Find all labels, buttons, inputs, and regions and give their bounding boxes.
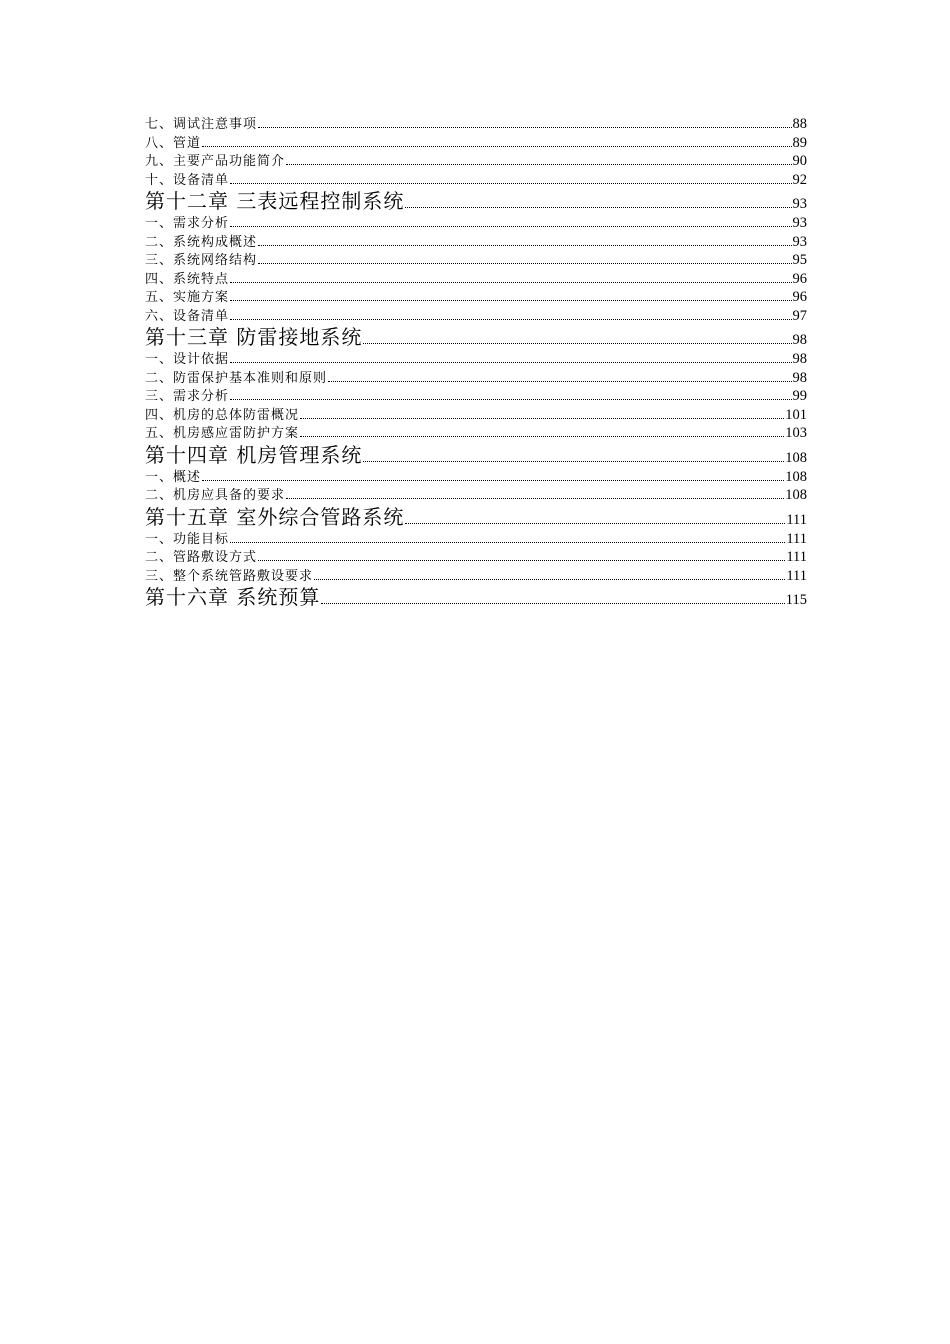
toc-dot-leader <box>300 436 784 437</box>
toc-page-number: 115 <box>785 592 807 608</box>
toc-chapter-entry[interactable] <box>145 325 807 350</box>
toc-section-entry[interactable] <box>145 406 807 425</box>
toc-dot-leader <box>405 207 791 208</box>
toc-entry-title: 三、整个系统管路敷设要求 <box>145 568 314 584</box>
toc-entry-title: 一、概述 <box>145 469 202 485</box>
toc-entry-title: 四、系统特点 <box>145 271 230 287</box>
toc-dot-leader <box>258 263 791 264</box>
toc-page-number: 111 <box>786 567 807 584</box>
toc-page-number: 98 <box>792 369 807 386</box>
toc-entry-title: 五、实施方案 <box>145 290 230 305</box>
toc-dot-leader <box>230 282 791 283</box>
toc-chapter-entry[interactable] <box>145 505 807 530</box>
toc-page-number: 103 <box>785 425 807 441</box>
toc-section-entry[interactable] <box>145 486 807 505</box>
toc-page-number: 98 <box>792 332 807 348</box>
toc-section-entry[interactable] <box>145 548 807 567</box>
toc-page-number: 93 <box>792 215 807 231</box>
toc-entry-title: 一、设计依据 <box>145 352 230 367</box>
toc-section-entry[interactable] <box>145 530 807 549</box>
toc-section-entry[interactable] <box>145 567 807 586</box>
toc-dot-leader <box>300 418 784 419</box>
toc-entry-title: 三、需求分析 <box>145 389 230 404</box>
toc-page-number: 92 <box>792 171 807 188</box>
toc-entry-title: 八、管道 <box>145 135 202 151</box>
table-of-contents <box>145 115 807 610</box>
toc-entry-title: 五、机房感应雷防护方案 <box>145 426 300 441</box>
toc-section-entry[interactable] <box>145 251 807 270</box>
toc-entry-title: 二、机房应具备的要求 <box>145 488 286 503</box>
toc-page-number: 97 <box>792 307 807 324</box>
toc-chapter-entry[interactable] <box>145 585 807 610</box>
toc-dot-leader <box>230 300 791 301</box>
toc-page-number: 93 <box>792 233 807 250</box>
toc-section-entry[interactable] <box>145 270 807 289</box>
toc-entry-title: 第十五章 室外综合管路系统 <box>145 504 405 529</box>
toc-dot-leader <box>314 579 785 580</box>
toc-dot-leader <box>230 183 791 184</box>
toc-section-entry[interactable] <box>145 369 807 388</box>
toc-section-entry[interactable] <box>145 468 807 487</box>
toc-page-number: 96 <box>792 270 807 287</box>
toc-page-number: 95 <box>792 252 807 268</box>
toc-dot-leader <box>202 480 784 481</box>
toc-page-number: 111 <box>786 530 807 547</box>
toc-page-number: 108 <box>785 449 807 466</box>
toc-dot-leader <box>286 164 791 165</box>
toc-chapter-entry[interactable] <box>145 189 807 214</box>
toc-section-entry[interactable] <box>145 233 807 252</box>
toc-entry-title: 第十二章 三表远程控制系统 <box>145 189 405 213</box>
toc-dot-leader <box>230 319 791 320</box>
toc-entry-title: 一、功能目标 <box>145 531 230 547</box>
toc-section-entry[interactable] <box>145 171 807 190</box>
toc-page-number: 90 <box>792 153 807 169</box>
toc-dot-leader <box>363 343 791 344</box>
toc-section-entry[interactable] <box>145 424 807 443</box>
toc-entry-title: 第十三章 防雷接地系统 <box>145 325 363 349</box>
toc-dot-leader <box>405 523 785 524</box>
toc-page-number: 101 <box>785 406 807 423</box>
toc-section-entry[interactable] <box>145 288 807 307</box>
toc-entry-title: 七、调试注意事项 <box>145 117 258 132</box>
toc-section-entry[interactable] <box>145 214 807 233</box>
toc-entry-title: 四、机房的总体防雷概况 <box>145 407 300 423</box>
toc-dot-leader <box>230 399 791 400</box>
toc-entry-title: 二、防雷保护基本准则和原则 <box>145 370 328 386</box>
toc-page-number: 108 <box>785 487 807 503</box>
toc-dot-leader <box>321 603 784 604</box>
toc-dot-leader <box>202 146 791 147</box>
toc-page-number: 99 <box>792 388 807 404</box>
toc-dot-leader <box>328 381 791 382</box>
toc-section-entry[interactable] <box>145 115 807 134</box>
toc-page-number: 88 <box>792 116 807 132</box>
toc-section-entry[interactable] <box>145 350 807 369</box>
toc-section-entry[interactable] <box>145 152 807 171</box>
toc-page-number: 111 <box>786 511 807 528</box>
toc-entry-title: 九、主要产品功能简介 <box>145 154 286 169</box>
toc-entry-title: 第十六章 系统预算 <box>145 585 321 609</box>
toc-section-entry[interactable] <box>145 387 807 406</box>
toc-section-entry[interactable] <box>145 307 807 326</box>
toc-entry-title: 二、系统构成概述 <box>145 234 258 250</box>
toc-dot-leader <box>258 245 791 246</box>
toc-dot-leader <box>230 226 791 227</box>
toc-entry-title: 六、设备清单 <box>145 308 230 324</box>
toc-page-number: 96 <box>792 289 807 305</box>
toc-dot-leader <box>258 127 791 128</box>
toc-entry-title: 十、设备清单 <box>145 172 230 188</box>
toc-page-number: 93 <box>792 196 807 212</box>
toc-page-number: 111 <box>786 549 807 565</box>
toc-section-entry[interactable] <box>145 134 807 153</box>
toc-entry-title: 三、系统网络结构 <box>145 253 258 268</box>
toc-chapter-entry[interactable] <box>145 443 807 468</box>
toc-dot-leader <box>286 498 784 499</box>
toc-dot-leader <box>230 542 785 543</box>
toc-page-number: 98 <box>792 351 807 367</box>
toc-page-number: 108 <box>785 468 807 485</box>
toc-dot-leader <box>258 560 785 561</box>
toc-entry-title: 第十四章 机房管理系统 <box>145 442 363 467</box>
toc-dot-leader <box>230 362 791 363</box>
toc-page-number: 89 <box>792 134 807 151</box>
toc-entry-title: 二、管路敷设方式 <box>145 550 258 565</box>
toc-dot-leader <box>363 461 784 462</box>
toc-entry-title: 一、需求分析 <box>145 216 230 231</box>
